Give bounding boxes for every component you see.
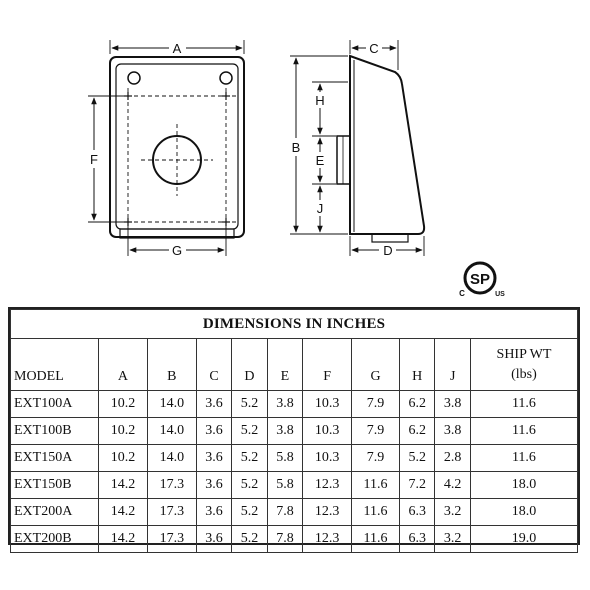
cell-d: 5.2 <box>232 499 267 526</box>
dim-label-h: H <box>315 93 325 108</box>
cell-c: 3.6 <box>196 526 231 553</box>
header-g: G <box>352 339 400 391</box>
cell-g: 11.6 <box>352 499 400 526</box>
table-title-row <box>11 310 578 339</box>
csa-logo-right: US <box>495 291 505 298</box>
header-f: F <box>303 339 352 391</box>
header-model: MODEL <box>11 339 99 391</box>
cell-b: 17.3 <box>147 499 196 526</box>
cell-f: 12.3 <box>303 526 352 553</box>
header-h: H <box>399 339 434 391</box>
cell-d: 5.2 <box>232 445 267 472</box>
cell-model: EXT150A <box>11 445 99 472</box>
cell-j: 4.2 <box>435 472 470 499</box>
cell-d: 5.2 <box>232 418 267 445</box>
cell-h: 5.2 <box>399 445 434 472</box>
header-e: E <box>267 339 302 391</box>
cell-e: 5.8 <box>267 472 302 499</box>
table-row <box>11 445 578 472</box>
header-b: B <box>147 339 196 391</box>
header-a: A <box>99 339 148 391</box>
cell-e: 7.8 <box>267 526 302 553</box>
cell-g: 7.9 <box>352 391 400 418</box>
side-view <box>337 56 424 242</box>
cell-h: 6.3 <box>399 499 434 526</box>
cell-f: 10.3 <box>303 391 352 418</box>
cell-h: 6.3 <box>399 526 434 553</box>
cell-ship-wt: 19.0 <box>470 526 577 553</box>
header-ship-wt-line2: (lbs) <box>511 367 537 382</box>
dim-label-f: F <box>90 152 98 167</box>
cell-a: 10.2 <box>99 391 148 418</box>
mounting-hole-top-right <box>220 72 232 84</box>
cell-j: 3.2 <box>435 526 470 553</box>
table-row <box>11 499 578 526</box>
header-c: C <box>196 339 231 391</box>
dimension-g <box>128 226 226 258</box>
cell-h: 6.2 <box>399 391 434 418</box>
cell-h: 7.2 <box>399 472 434 499</box>
cell-ship-wt: 11.6 <box>470 418 577 445</box>
table-row <box>11 526 578 553</box>
cell-g: 11.6 <box>352 472 400 499</box>
header-ship-wt <box>470 339 577 391</box>
cell-c: 3.6 <box>196 391 231 418</box>
cell-model: EXT100A <box>11 391 99 418</box>
cell-g: 7.9 <box>352 445 400 472</box>
cell-c: 3.6 <box>196 445 231 472</box>
mounting-hole-top-left <box>128 72 140 84</box>
cell-j: 3.2 <box>435 499 470 526</box>
cell-d: 5.2 <box>232 391 267 418</box>
dim-label-e: E <box>315 153 325 168</box>
cell-ship-wt: 18.0 <box>470 472 577 499</box>
cell-a: 14.2 <box>99 472 148 499</box>
cell-b: 14.0 <box>147 445 196 472</box>
dim-label-b: B <box>291 140 301 155</box>
side-knockout-boss <box>337 136 350 184</box>
header-ship-wt-line1: SHIP WT <box>496 347 552 362</box>
cell-model: EXT100B <box>11 418 99 445</box>
dimension-f <box>88 96 124 222</box>
cell-b: 14.0 <box>147 391 196 418</box>
csa-logo-main: SP <box>469 271 491 288</box>
cell-model: EXT150B <box>11 472 99 499</box>
table-row <box>11 391 578 418</box>
csa-certification-logo <box>459 263 505 298</box>
cell-f: 12.3 <box>303 499 352 526</box>
dimension-d <box>350 236 424 258</box>
dim-label-c: C <box>369 41 379 56</box>
dim-label-a: A <box>172 41 182 56</box>
cell-j: 3.8 <box>435 391 470 418</box>
dim-label-j: J <box>316 201 324 216</box>
cell-e: 7.8 <box>267 499 302 526</box>
cell-a: 10.2 <box>99 445 148 472</box>
header-d: D <box>232 339 267 391</box>
cell-f: 12.3 <box>303 472 352 499</box>
cell-e: 3.8 <box>267 418 302 445</box>
cell-e: 5.8 <box>267 445 302 472</box>
dimensions-table-container <box>8 307 580 545</box>
cell-g: 7.9 <box>352 418 400 445</box>
dim-label-d: D <box>383 243 393 258</box>
dim-label-g: G <box>171 243 183 258</box>
header-j: J <box>435 339 470 391</box>
cell-b: 14.0 <box>147 418 196 445</box>
table-header-row <box>11 339 578 391</box>
cell-j: 2.8 <box>435 445 470 472</box>
cell-f: 10.3 <box>303 445 352 472</box>
cell-e: 3.8 <box>267 391 302 418</box>
cell-f: 10.3 <box>303 418 352 445</box>
side-base-flange <box>372 234 408 242</box>
cell-ship-wt: 11.6 <box>470 391 577 418</box>
dimension-a <box>110 40 244 56</box>
csa-logo-left: C <box>459 289 465 298</box>
cell-model: EXT200A <box>11 499 99 526</box>
cell-ship-wt: 11.6 <box>470 445 577 472</box>
centerlines <box>120 88 236 226</box>
cell-b: 17.3 <box>147 472 196 499</box>
cell-a: 14.2 <box>99 526 148 553</box>
dimensions-table <box>10 309 578 553</box>
cell-c: 3.6 <box>196 472 231 499</box>
cell-c: 3.6 <box>196 499 231 526</box>
cell-c: 3.6 <box>196 418 231 445</box>
side-outline <box>350 56 424 234</box>
table-title: DIMENSIONS IN INCHES <box>11 310 578 339</box>
cell-a: 10.2 <box>99 418 148 445</box>
table-row <box>11 472 578 499</box>
front-view <box>110 57 244 238</box>
cell-d: 5.2 <box>232 472 267 499</box>
cell-ship-wt: 18.0 <box>470 499 577 526</box>
cell-model: EXT200B <box>11 526 99 553</box>
cell-j: 3.8 <box>435 418 470 445</box>
table-row <box>11 418 578 445</box>
cell-g: 11.6 <box>352 526 400 553</box>
cell-d: 5.2 <box>232 526 267 553</box>
cell-a: 14.2 <box>99 499 148 526</box>
cell-b: 17.3 <box>147 526 196 553</box>
cell-h: 6.2 <box>399 418 434 445</box>
